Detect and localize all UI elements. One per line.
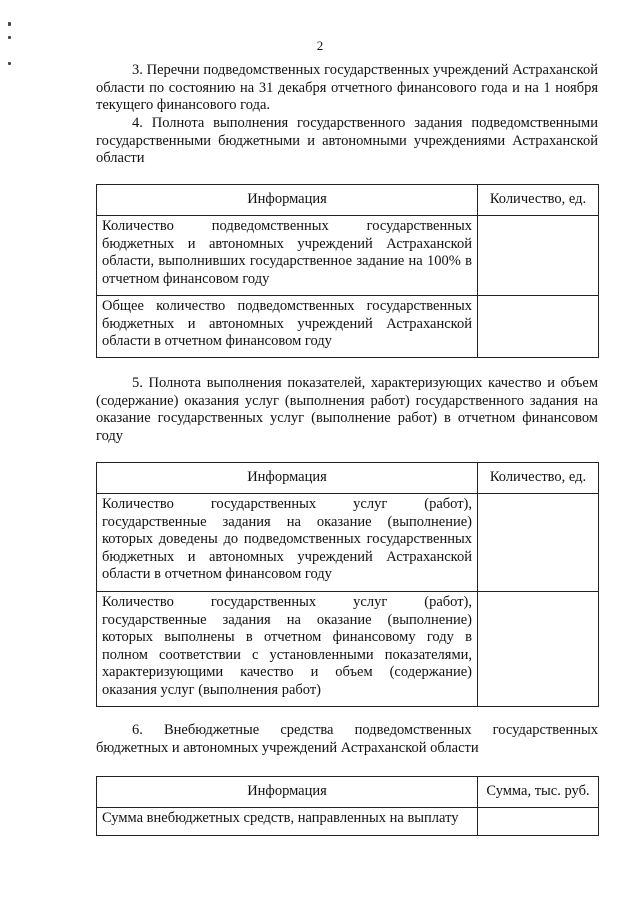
table-cell-info: Общее количество подведомственных государственных бюджетных и автономных учреждений Астраханской области в отчетном финансовом году <box>97 296 478 358</box>
table-row <box>97 216 599 296</box>
table-row <box>97 808 599 836</box>
header-info: Информация <box>97 463 478 494</box>
paragraph-item-4-text: 4. Полнота выполнения государственного задания подведомственными государственными бюджетными и автономными учреждениями Астраханской области <box>96 115 598 166</box>
table-header-row <box>97 185 599 216</box>
header-info: Информация <box>97 777 478 808</box>
table-header-row <box>97 777 599 808</box>
header-quantity: Количество, ед. <box>478 463 599 494</box>
paragraph-item-3-text: 3. Перечни подведомственных государственных учреждений Астраханской области по состоянию на 31 декабря отчетного финансового года и на 1 ноября текущего финансового года. <box>96 62 598 113</box>
table-item-4 <box>96 184 599 358</box>
paragraph-item-4 <box>96 115 598 168</box>
table-header-row <box>97 463 599 494</box>
paragraph-item-5-text: 5. Полнота выполнения показателей, характеризующих качество и объем (содержание) оказания услуг (выполнения работ) государственного задания на оказание государственных услуг (выполнение работ) в отчетном финансовом году <box>96 375 598 444</box>
table-cell-value <box>478 592 599 707</box>
paragraph-item-6 <box>96 722 598 757</box>
page-number: 2 <box>316 38 324 53</box>
table-cell-value <box>478 296 599 358</box>
header-quantity: Количество, ед. <box>478 185 599 216</box>
header-sum: Сумма, тыс. руб. <box>478 777 599 808</box>
table-cell-info: Сумма внебюджетных средств, направленных на выплату <box>97 808 478 836</box>
table-row <box>97 494 599 592</box>
scan-mark <box>8 62 11 65</box>
paragraph-item-3 <box>96 62 598 115</box>
header-info: Информация <box>97 185 478 216</box>
table-cell-info: Количество подведомственных государственных бюджетных и автономных учреждений Астраханской области, выполнивших государственное задание на 100% в отчетном финансовом году <box>97 216 478 296</box>
table-cell-value <box>478 216 599 296</box>
table-cell-info: Количество государственных услуг (работ), государственные задания на оказание (выполнение) которых выполнены в отчетном финансовому году в полном соответствии с установленными показателями, характеризующими качество и объем (содержание) оказания услуг (выполнения работ) <box>97 592 478 707</box>
paragraph-item-6-text: 6. Внебюджетные средства подведомственных государственных бюджетных и автономных учреждений Астраханской области <box>96 722 598 756</box>
scan-mark <box>8 22 11 26</box>
table-item-6 <box>96 776 599 836</box>
paragraph-item-5 <box>96 375 598 445</box>
table-row <box>97 296 599 358</box>
table-row <box>97 592 599 707</box>
table-cell-value <box>478 808 599 836</box>
table-cell-info: Количество государственных услуг (работ), государственные задания на оказание (выполнение) которых доведены до подведомственных государственных бюджетных и автономных учреждений Астраханской области в отчетном финансовом году <box>97 494 478 592</box>
table-cell-value <box>478 494 599 592</box>
table-item-5 <box>96 462 599 707</box>
